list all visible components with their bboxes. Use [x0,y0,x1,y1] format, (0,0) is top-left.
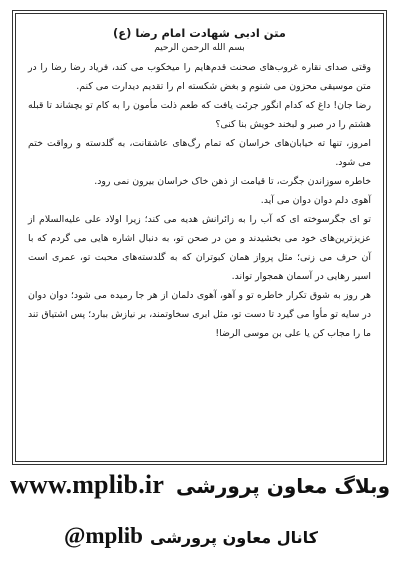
footer-social-handle[interactable]: @mplib [64,523,143,548]
paragraph-3: امروز، تنها ته خیابان‌های خراسان که تمام رگ‌های عاشقانت، به گلدسته و رواقت ختم می شود. [28,138,371,168]
footer-blog-name: وبلاگ معاون پرورشی [175,474,390,498]
document-page [12,10,387,465]
document-title: متن ادبی شهادت امام رضا (ع) [113,26,286,40]
paragraph-6: تو ای جگرسوخته ای که آب را به زائرانش هدیه می کند؛ زیرا اولاد علی علیه‌السلام از عزیزترین‌های خود می بخشیدند و من در صحن تو، به دنبال اشاره هایی می گردم که با آن حرف می زنی؛ مثل پرواز همان کبوتران که به گلدسته‌های محبت تو، عمری است اسیر رهایی در آسمان همجوار تواند. [28,214,371,282]
paragraph-7: هر روز به شوق تکرار خاطره تو و آهو، آهوی دلمان از هر جا رمیده می شود؛ دوان دوان در سایه تو مأوا می گیرد تا دست تو، مثل ابری سخاوتمند، بر نیازش ببارد؛ پس اشتیاق تند ما را مجاب کن یا علی بن موسی الرضا! [28,290,371,339]
document-body [15,13,384,462]
paragraph-1: وقتی صدای نقاره غروب‌های صحنت قدم‌هایم را میخکوب می کند، فریاد رضا رضا را در متن موسیقی محزون می شنوم و بغض شکسته ام را تقدیم دیدارت می کنم. [28,62,371,92]
paragraph-2: رضا جان! داغ که کدام انگور جرئت یافت که طعم ذلت مأمون را به کام تو بچشاند تا قبله هشتم را در صبر و لبخند خویش بنا کنی؟ [28,100,371,130]
paragraph-4: خاطره سوزاندن جگرت، تا قیامت از ذهن خاک خراسان بیرون نمی رود. [94,176,371,187]
paragraph-5: آهوی دلم دوان دوان می آید. [260,195,371,206]
basmala: بسم الله الرحمن الرحیم [154,43,245,53]
footer-website-link[interactable]: www.mplib.ir [10,470,165,499]
footer-channel-name: کانال معاون پرورشی [150,528,318,547]
